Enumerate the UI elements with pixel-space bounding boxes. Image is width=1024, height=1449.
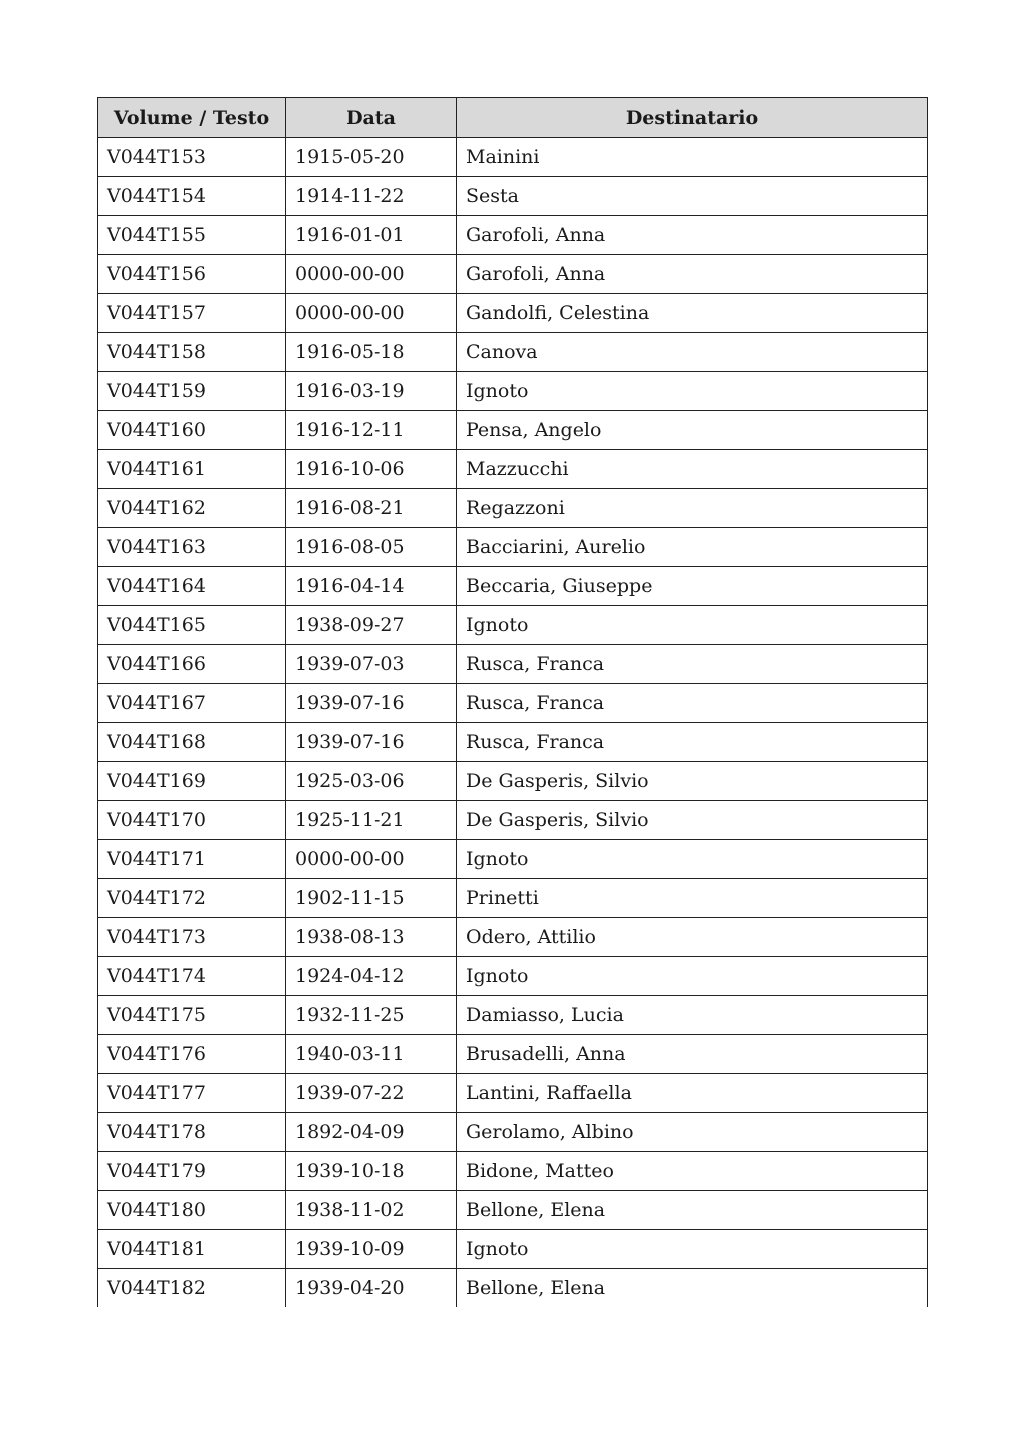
cell-volume-testo: V044T157 xyxy=(98,294,286,333)
cell-destinatario: Prinetti xyxy=(457,879,928,918)
table-row xyxy=(98,450,928,489)
cell-volume-testo: V044T169 xyxy=(98,762,286,801)
cell-destinatario: Bacciarini, Aurelio xyxy=(457,528,928,567)
cell-destinatario: Regazzoni xyxy=(457,489,928,528)
table-row xyxy=(98,801,928,840)
cell-destinatario: Beccaria, Giuseppe xyxy=(457,567,928,606)
cell-volume-testo: V044T159 xyxy=(98,372,286,411)
cell-destinatario: Ignoto xyxy=(457,1230,928,1269)
cell-destinatario: De Gasperis, Silvio xyxy=(457,801,928,840)
cell-data: 1925-03-06 xyxy=(286,762,457,801)
cell-data: 1939-07-16 xyxy=(286,684,457,723)
cell-data: 1939-10-09 xyxy=(286,1230,457,1269)
table-body xyxy=(98,138,928,1308)
cell-data: 1939-10-18 xyxy=(286,1152,457,1191)
cell-destinatario: Canova xyxy=(457,333,928,372)
table-row xyxy=(98,918,928,957)
cell-data: 1916-01-01 xyxy=(286,216,457,255)
cell-volume-testo: V044T180 xyxy=(98,1191,286,1230)
column-header-data: Data xyxy=(286,98,457,138)
cell-data: 1916-08-21 xyxy=(286,489,457,528)
cell-volume-testo: V044T171 xyxy=(98,840,286,879)
table-row xyxy=(98,723,928,762)
cell-volume-testo: V044T173 xyxy=(98,918,286,957)
table-row xyxy=(98,489,928,528)
cell-destinatario: Pensa, Angelo xyxy=(457,411,928,450)
cell-destinatario: Bellone, Elena xyxy=(457,1191,928,1230)
table-row xyxy=(98,879,928,918)
table-header xyxy=(98,98,928,138)
cell-data: 1916-08-05 xyxy=(286,528,457,567)
cell-volume-testo: V044T172 xyxy=(98,879,286,918)
cell-volume-testo: V044T182 xyxy=(98,1269,286,1308)
cell-destinatario: Garofoli, Anna xyxy=(457,255,928,294)
cell-data: 1932-11-25 xyxy=(286,996,457,1035)
cell-data: 1925-11-21 xyxy=(286,801,457,840)
table-row xyxy=(98,567,928,606)
cell-data: 0000-00-00 xyxy=(286,294,457,333)
table-row xyxy=(98,177,928,216)
table-row xyxy=(98,840,928,879)
cell-data: 1940-03-11 xyxy=(286,1035,457,1074)
column-header-destinatario: Destinatario xyxy=(457,98,928,138)
table-row xyxy=(98,1152,928,1191)
header-row xyxy=(98,98,928,138)
cell-data: 1938-09-27 xyxy=(286,606,457,645)
cell-data: 1902-11-15 xyxy=(286,879,457,918)
table-row xyxy=(98,372,928,411)
cell-destinatario: Mazzucchi xyxy=(457,450,928,489)
cell-data: 1914-11-22 xyxy=(286,177,457,216)
cell-volume-testo: V044T176 xyxy=(98,1035,286,1074)
cell-data: 1924-04-12 xyxy=(286,957,457,996)
cell-volume-testo: V044T178 xyxy=(98,1113,286,1152)
cell-destinatario: Sesta xyxy=(457,177,928,216)
cell-destinatario: Ignoto xyxy=(457,957,928,996)
cell-volume-testo: V044T160 xyxy=(98,411,286,450)
cell-volume-testo: V044T163 xyxy=(98,528,286,567)
cell-destinatario: Ignoto xyxy=(457,372,928,411)
cell-data: 1916-10-06 xyxy=(286,450,457,489)
table-row xyxy=(98,411,928,450)
table-row xyxy=(98,762,928,801)
table-row xyxy=(98,1230,928,1269)
cell-volume-testo: V044T155 xyxy=(98,216,286,255)
cell-volume-testo: V044T156 xyxy=(98,255,286,294)
cell-data: 0000-00-00 xyxy=(286,255,457,294)
cell-volume-testo: V044T167 xyxy=(98,684,286,723)
cell-destinatario: De Gasperis, Silvio xyxy=(457,762,928,801)
cell-volume-testo: V044T166 xyxy=(98,645,286,684)
table-row xyxy=(98,1191,928,1230)
table-row xyxy=(98,1269,928,1308)
table-row xyxy=(98,528,928,567)
cell-destinatario: Bidone, Matteo xyxy=(457,1152,928,1191)
cell-volume-testo: V044T175 xyxy=(98,996,286,1035)
cell-data: 1939-07-16 xyxy=(286,723,457,762)
cell-volume-testo: V044T161 xyxy=(98,450,286,489)
cell-destinatario: Ignoto xyxy=(457,606,928,645)
table-row xyxy=(98,294,928,333)
cell-destinatario: Rusca, Franca xyxy=(457,684,928,723)
cell-data: 1939-07-22 xyxy=(286,1074,457,1113)
cell-volume-testo: V044T174 xyxy=(98,957,286,996)
cell-data: 1939-07-03 xyxy=(286,645,457,684)
cell-destinatario: Gandolfi, Celestina xyxy=(457,294,928,333)
cell-volume-testo: V044T179 xyxy=(98,1152,286,1191)
cell-volume-testo: V044T181 xyxy=(98,1230,286,1269)
column-header-volume-testo: Volume / Testo xyxy=(98,98,286,138)
cell-destinatario: Brusadelli, Anna xyxy=(457,1035,928,1074)
cell-data: 1939-04-20 xyxy=(286,1269,457,1308)
table-row xyxy=(98,606,928,645)
cell-destinatario: Odero, Attilio xyxy=(457,918,928,957)
cell-volume-testo: V044T162 xyxy=(98,489,286,528)
cell-data: 1916-04-14 xyxy=(286,567,457,606)
cell-data: 1916-03-19 xyxy=(286,372,457,411)
table-row xyxy=(98,1113,928,1152)
cell-volume-testo: V044T165 xyxy=(98,606,286,645)
cell-destinatario: Rusca, Franca xyxy=(457,723,928,762)
cell-data: 1938-08-13 xyxy=(286,918,457,957)
cell-destinatario: Mainini xyxy=(457,138,928,177)
table-row xyxy=(98,216,928,255)
cell-volume-testo: V044T158 xyxy=(98,333,286,372)
table-row xyxy=(98,138,928,177)
table-row xyxy=(98,645,928,684)
cell-destinatario: Damiasso, Lucia xyxy=(457,996,928,1035)
cell-volume-testo: V044T177 xyxy=(98,1074,286,1113)
cell-destinatario: Ignoto xyxy=(457,840,928,879)
cell-data: 0000-00-00 xyxy=(286,840,457,879)
cell-volume-testo: V044T153 xyxy=(98,138,286,177)
cell-volume-testo: V044T170 xyxy=(98,801,286,840)
letters-table xyxy=(97,97,928,1307)
cell-destinatario: Bellone, Elena xyxy=(457,1269,928,1308)
cell-data: 1915-05-20 xyxy=(286,138,457,177)
cell-volume-testo: V044T168 xyxy=(98,723,286,762)
cell-volume-testo: V044T154 xyxy=(98,177,286,216)
cell-destinatario: Garofoli, Anna xyxy=(457,216,928,255)
cell-destinatario: Rusca, Franca xyxy=(457,645,928,684)
table-row xyxy=(98,684,928,723)
table-row xyxy=(98,255,928,294)
cell-data: 1892-04-09 xyxy=(286,1113,457,1152)
cell-destinatario: Gerolamo, Albino xyxy=(457,1113,928,1152)
table-row xyxy=(98,333,928,372)
cell-data: 1916-05-18 xyxy=(286,333,457,372)
table-row xyxy=(98,1035,928,1074)
table-row xyxy=(98,957,928,996)
cell-data: 1938-11-02 xyxy=(286,1191,457,1230)
cell-destinatario: Lantini, Raffaella xyxy=(457,1074,928,1113)
cell-data: 1916-12-11 xyxy=(286,411,457,450)
cell-volume-testo: V044T164 xyxy=(98,567,286,606)
table-row xyxy=(98,996,928,1035)
table-row xyxy=(98,1074,928,1113)
